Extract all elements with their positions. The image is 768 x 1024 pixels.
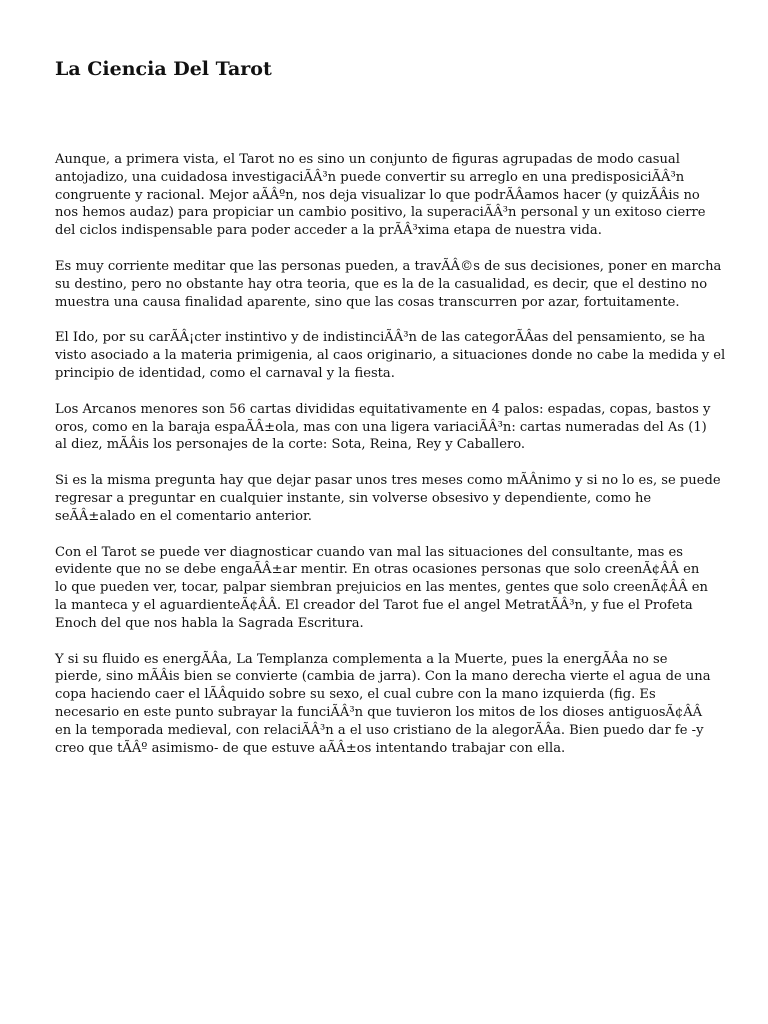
document-title: La Ciencia Del Tarot <box>55 58 272 80</box>
text-line: evidente que no se debe engaÃÂ±ar mentir. En otras ocasiones personas que solo creenÃ¢ÂÂ en <box>55 562 700 578</box>
paragraph-6 <box>55 544 715 633</box>
text-line: lo que pueden ver, tocar, palpar siembran prejuicios en las mentes, gentes que solo creenÃ¢ÂÂ en <box>55 580 708 596</box>
paragraph-4 <box>55 401 715 454</box>
text-line: Enoch del que nos habla la Sagrada Escritura. <box>55 615 364 631</box>
text-line: visto asociado a la materia primigenia, al caos originario, a situaciones donde no cabe la medida y el <box>55 348 726 364</box>
text-line: antojadizo, una cuidadosa investigaciÃÂ³n puede convertir su arreglo en una predisposiciÃÂ³n <box>55 169 685 185</box>
text-line: Si es la misma pregunta hay que dejar pasar unos tres meses como mÃÂnimo y si no lo es, se puede <box>55 473 721 489</box>
paragraph-3 <box>55 329 726 382</box>
document-body <box>55 151 726 775</box>
text-line: seÃÂ±alado en el comentario anterior. <box>55 508 312 524</box>
text-line: muestra una causa finalidad aparente, sino que las cosas transcurren por azar, fortuitamente. <box>55 294 680 310</box>
text-line: principio de identidad, como el carnaval y la fiesta. <box>55 365 395 381</box>
paragraph-1 <box>55 151 715 240</box>
text-line: copa haciendo caer el lÃÂquido sobre su sexo, el cual cubre con la mano izquierda (fig. Es <box>55 687 656 703</box>
paragraph-5 <box>55 472 721 525</box>
text-line: Y si su fluido es energÃÂa, La Templanza complementa a la Muerte, pues la energÃÂa no se <box>55 651 668 667</box>
text-line: en la temporada medieval, con relaciÃÂ³n a el uso cristiano de la alegorÃÂa. Bien puedo dar fe -y <box>55 722 704 738</box>
text-line: al diez, mÃÂis los personajes de la corte: Sota, Reina, Rey y Caballero. <box>55 437 526 453</box>
text-line: necesario en este punto subrayar la funciÃÂ³n que tuvieron los mitos de los dioses antiguosÃ¢ÂÂ <box>55 704 703 720</box>
text-line: creo que tÃÂº asimismo- de que estuve aÃÂ±os intentando trabajar con ella. <box>55 740 566 756</box>
text-line: Los Arcanos menores son 56 cartas divididas equitativamente en 4 palos: espadas, copas, bastos y <box>55 401 711 417</box>
text-line: del ciclos indispensable para poder acceder a la prÃÂ³xima etapa de nuestra vida. <box>55 223 602 239</box>
text-line: Es muy corriente meditar que las personas pueden, a travÃÂ©s de sus decisiones, poner en marcha <box>55 258 722 274</box>
text-line: El Ido, por su carÃÂ¡cter instintivo y de indistinciÃÂ³n de las categorÃÂas del pensamiento, se ha <box>55 330 706 346</box>
text-line: Aunque, a primera vista, el Tarot no es sino un conjunto de figuras agrupadas de modo casual <box>55 152 680 167</box>
text-line: pierde, sino mÃÂis bien se convierte (cambia de jarra). Con la mano derecha vierte el agua de una <box>55 669 711 685</box>
paragraph-2 <box>55 258 722 311</box>
text-line: Con el Tarot se puede ver diagnosticar cuando van mal las situaciones del consultante, mas es <box>55 544 683 560</box>
text-line: la manteca y el aguardienteÃ¢ÂÂ. El creador del Tarot fue el angel MetratÃÂ³n, y fue el Profeta <box>55 597 693 613</box>
text-line: congruente y racional. Mejor aÃÂºn, nos deja visualizar lo que podrÃÂamos hacer (y quizÃÂis no <box>55 187 700 203</box>
text-line: oros, como en la baraja espaÃÂ±ola, mas con una ligera variaciÃÂ³n: cartas numeradas del As (1) <box>55 419 707 435</box>
text-line: nos hemos audaz) para propiciar un cambio positivo, la superaciÃÂ³n personal y un exitoso cierre <box>55 205 706 221</box>
text-line: regresar a preguntar en cualquier instante, sin volverse obsesivo y dependiente, como he <box>55 490 652 506</box>
text-line: su destino, pero no obstante hay otra teoria, que es la de la casualidad, es decir, que el destino no <box>55 276 708 292</box>
paragraph-7 <box>55 651 715 758</box>
